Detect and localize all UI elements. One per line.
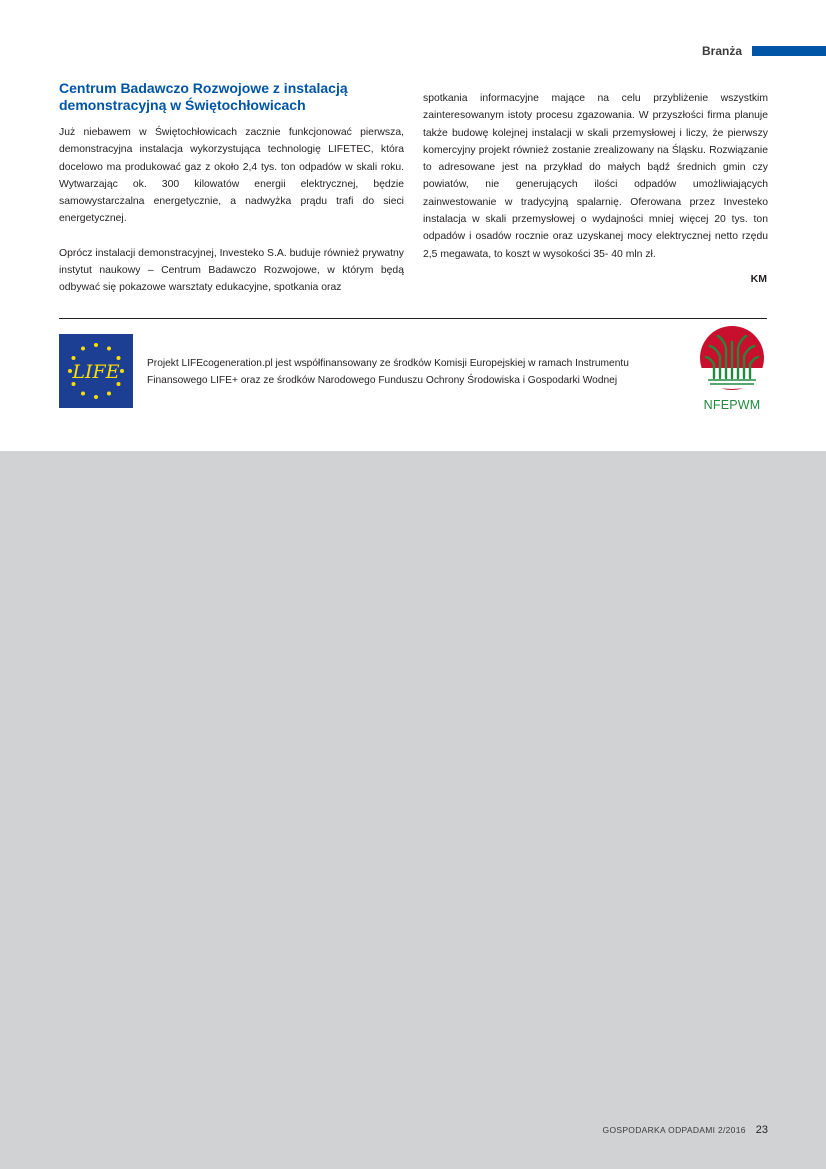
- nfos-emblem-icon: [698, 322, 766, 392]
- article-paragraph-3: spotkania informacyjne mające na celu przybliżenie wszystkim zainteresowanym istoty procesu zgazowania. W przyszłości firma planuje także budowę kolejnej instalacji w skali przemysłowej i liczy, że pierwszy komercyjny projekt również zostanie zrealizowany na Śląsku. Rozwiązanie to adresowane jest na przykład do małych bądź średnich gmin czy powiatów, nie generujących ilości odpadów umożliwiających zainwestowanie w tradycyjną spalarnię. Oferowana przez Investeko instalacja w skali przemysłowej o wydajności mniej więcej 20 tys. ton odpadów i osadów rocznie oraz uzyskanej mocy elektrycznej netto rzędu 2,5 megawata, to koszt w wysokości 35- 40 mln zł.: [423, 93, 768, 260]
- article-title: Centrum Badawczo Rozwojowe z instalacją demonstracyjną w Świętochłowicach: [59, 80, 348, 113]
- nfos-logo: [698, 322, 766, 414]
- life-logo-icon: [59, 334, 133, 408]
- section-bar: [752, 46, 826, 56]
- journal-name: GOSPODARKA ODPADAMI 2/2016: [602, 1125, 746, 1135]
- life-logo-text: LIFE: [72, 361, 120, 383]
- page-number: 23: [755, 1124, 768, 1136]
- section-label: Branża: [701, 44, 742, 58]
- divider: [59, 318, 767, 319]
- article-author: KM: [750, 273, 767, 285]
- section-tag: [702, 44, 826, 58]
- blank-gray-area: [0, 451, 826, 1169]
- page-footer: [603, 1124, 768, 1136]
- nfos-acronym: NFEPWM: [703, 398, 761, 412]
- funding-note: Projekt LIFEcogeneration.pl jest współfinansowany ze środków Komisji Europejskiej w ramach Instrumentu Finansowego LIFE+ oraz ze środków Narodowego Funduszu Ochrony Środowiska i Gospodarki Wodnej: [147, 358, 629, 386]
- article-column-left: [59, 80, 404, 297]
- article-column-right: [423, 90, 768, 263]
- article-paragraph-2: Oprócz instalacji demonstracyjnej, Investeko S.A. buduje również prywatny instytut naukowy – Centrum Badawczo Rozwojowe, w którym będą odbywać się pokazowe warsztaty edukacyjne, spotkania oraz: [59, 247, 404, 294]
- article-paragraph-1: Już niebawem w Świętochłowicach zacznie funkcjonować pierwsza, demonstracyjna instalacja wykorzystująca technologię LIFETEC, która docelowo ma produkować gaz z około 2,4 tys. ton odpadów w skali roku. Wytwarzając ok. 300 kilowatów energii elektrycznej, będzie samowystarczalna energetycznie, a nadwyżka prądu trafi do sieci energetycznej.: [59, 127, 404, 225]
